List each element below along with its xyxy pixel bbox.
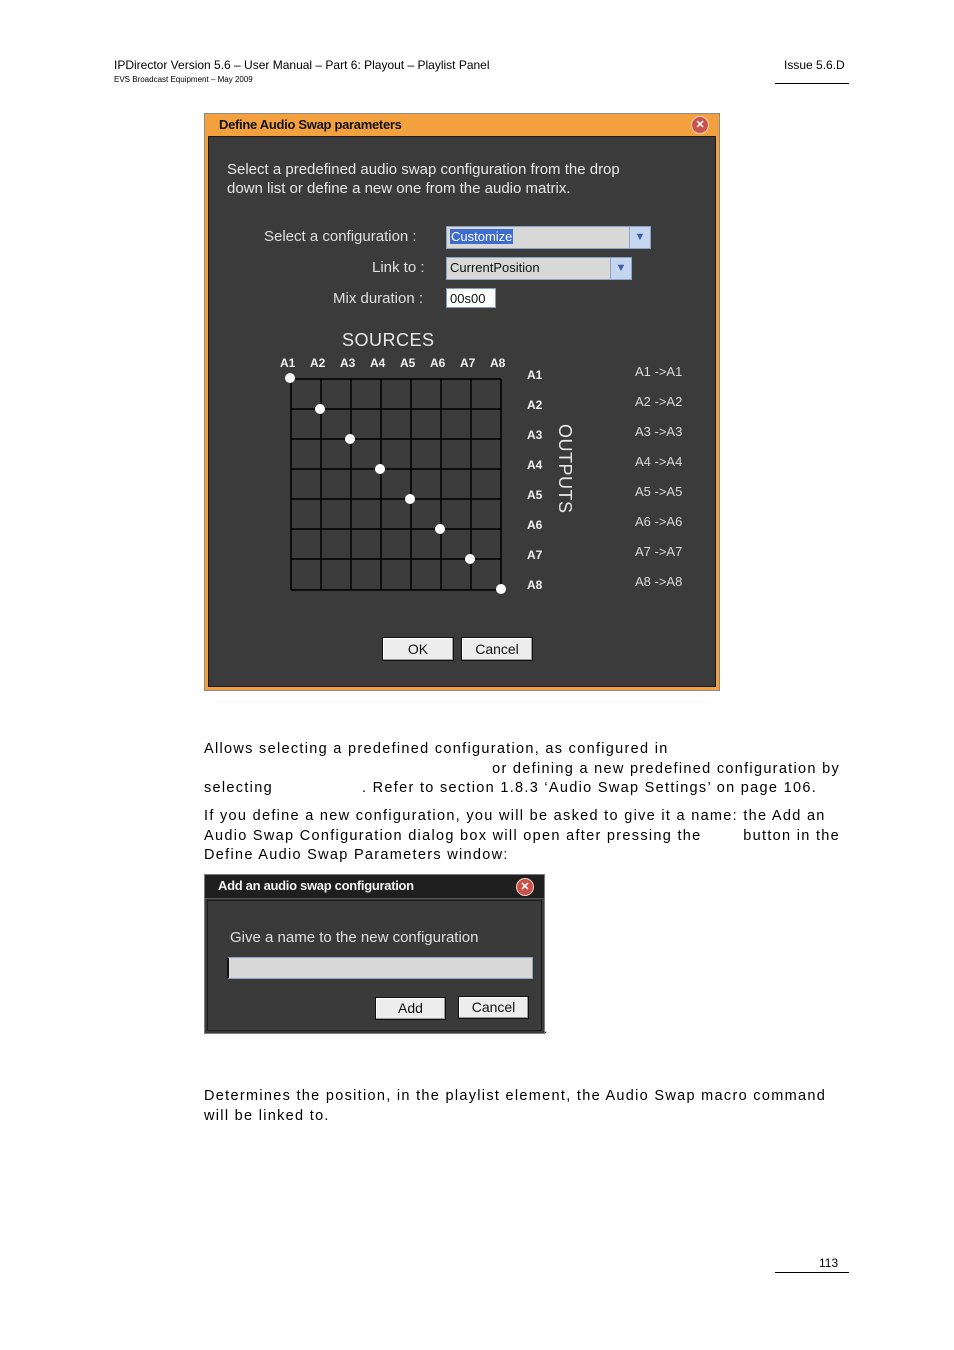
source-label: A4 bbox=[370, 356, 386, 370]
cancel-button[interactable]: Cancel bbox=[461, 637, 533, 661]
source-label: A1 bbox=[280, 356, 296, 370]
config-select-value: Customize bbox=[451, 229, 513, 244]
p1-line3b: . Refer to section 1.8.3 ‘Audio Swap Settings’ on page 106. bbox=[362, 780, 818, 796]
p2-line2a: Audio Swap Configuration dialog box will open after pressing the bbox=[204, 827, 702, 844]
matrix-node-a1-a1[interactable] bbox=[285, 373, 295, 383]
source-label: A3 bbox=[340, 356, 356, 370]
header-rule bbox=[775, 83, 849, 84]
header-issue: Issue 5.6.D bbox=[784, 58, 845, 72]
outputs-title: OUTPUTS bbox=[555, 424, 575, 514]
p2-line3: Define Audio Swap Parameters window: bbox=[204, 847, 509, 863]
source-label: A2 bbox=[310, 356, 326, 370]
matrix-node-a8-a8[interactable] bbox=[496, 584, 506, 594]
add-dialog-title-bar bbox=[205, 875, 544, 899]
matrix-node-a4-a4[interactable] bbox=[375, 464, 385, 474]
source-label: A8 bbox=[490, 356, 506, 370]
matrix-node-a6-a6[interactable] bbox=[435, 524, 445, 534]
mapping-item: A5 ->A5 bbox=[635, 484, 683, 499]
p1-line3 bbox=[204, 779, 840, 799]
link-select[interactable] bbox=[446, 257, 632, 280]
output-label: A7 bbox=[527, 548, 543, 562]
source-label: A5 bbox=[400, 356, 416, 370]
p1-line3a: selecting bbox=[204, 780, 273, 796]
p2-line2b: button in the bbox=[743, 827, 840, 844]
p2-line2 bbox=[204, 827, 840, 847]
sources-title: SOURCES bbox=[342, 330, 435, 350]
header-title: IPDirector Version 5.6 – User Manual – Part 6: Playout – Playlist Panel bbox=[114, 58, 490, 72]
paragraph-new-config bbox=[204, 807, 840, 866]
config-name-input[interactable] bbox=[227, 957, 533, 979]
output-label: A4 bbox=[527, 458, 543, 472]
dialog-title: Define Audio Swap parameters bbox=[219, 117, 402, 132]
mapping-item: A2 ->A2 bbox=[635, 394, 683, 409]
ok-button[interactable]: OK bbox=[382, 637, 454, 661]
p3-line2: will be linked to. bbox=[204, 1107, 330, 1124]
matrix-node-a7-a7[interactable] bbox=[465, 554, 475, 564]
output-label: A5 bbox=[527, 488, 543, 502]
cancel-button[interactable]: Cancel bbox=[458, 996, 529, 1019]
source-label: A7 bbox=[460, 356, 476, 370]
trailing-period: . bbox=[544, 1022, 548, 1036]
paragraph-configuration bbox=[204, 740, 840, 799]
output-label: A2 bbox=[527, 398, 543, 412]
mapping-item: A1 ->A1 bbox=[635, 364, 683, 379]
mapping-item: A8 ->A8 bbox=[635, 574, 683, 589]
close-icon[interactable]: ✕ bbox=[691, 116, 709, 134]
p1-line1: Allows selecting a predefined configuration, as configured in bbox=[204, 741, 669, 757]
mapping-item: A6 ->A6 bbox=[635, 514, 683, 529]
chevron-down-icon[interactable]: ▼ bbox=[629, 227, 650, 248]
paragraph-link-to bbox=[204, 1087, 840, 1126]
output-label: A3 bbox=[527, 428, 543, 442]
mapping-item: A7 ->A7 bbox=[635, 544, 683, 559]
output-label: A1 bbox=[527, 368, 543, 382]
chevron-down-icon[interactable]: ▼ bbox=[610, 258, 631, 279]
link-select-value: CurrentPosition bbox=[450, 260, 540, 275]
mix-duration-input[interactable]: 00s00 bbox=[446, 288, 496, 308]
config-label: Select a configuration : bbox=[264, 228, 417, 245]
page-header bbox=[114, 58, 490, 84]
mapping-item: A3 ->A3 bbox=[635, 424, 683, 439]
matrix-node-a2-a2[interactable] bbox=[315, 404, 325, 414]
add-dialog-title: Add an audio swap configuration bbox=[218, 878, 414, 893]
source-label: A6 bbox=[430, 356, 446, 370]
matrix-node-a5-a5[interactable] bbox=[405, 494, 415, 504]
footer-rule bbox=[775, 1272, 849, 1273]
audio-matrix[interactable] bbox=[283, 372, 513, 602]
dialog-intro-line1: Select a predefined audio swap configuration from the drop bbox=[227, 161, 620, 178]
p2-line1: If you define a new configuration, you will be asked to give it a name: the Add an bbox=[204, 808, 826, 824]
mapping-item: A4 ->A4 bbox=[635, 454, 683, 469]
dialog-title-bar bbox=[205, 114, 719, 136]
output-label: A8 bbox=[527, 578, 543, 592]
close-icon[interactable]: ✕ bbox=[516, 878, 534, 896]
add-button[interactable]: Add bbox=[375, 997, 446, 1020]
dialog-intro-line2: down list or define a new one from the audio matrix. bbox=[227, 180, 571, 197]
mix-duration-label: Mix duration : bbox=[333, 290, 424, 307]
output-label: A6 bbox=[527, 518, 543, 532]
p1-line2: or defining a new predefined configuration by bbox=[492, 760, 840, 777]
add-config-dialog bbox=[204, 874, 548, 1036]
p3-line1: Determines the position, in the playlist element, the Audio Swap macro command bbox=[204, 1088, 827, 1104]
matrix-node-a3-a3[interactable] bbox=[345, 434, 355, 444]
page-number: 113 bbox=[819, 1256, 839, 1270]
header-subtitle: EVS Broadcast Equipment – May 2009 bbox=[114, 75, 253, 84]
config-select[interactable] bbox=[446, 226, 651, 249]
audio-swap-dialog bbox=[204, 113, 720, 691]
link-label: Link to : bbox=[372, 259, 425, 276]
add-dialog-prompt: Give a name to the new configuration bbox=[230, 929, 479, 946]
